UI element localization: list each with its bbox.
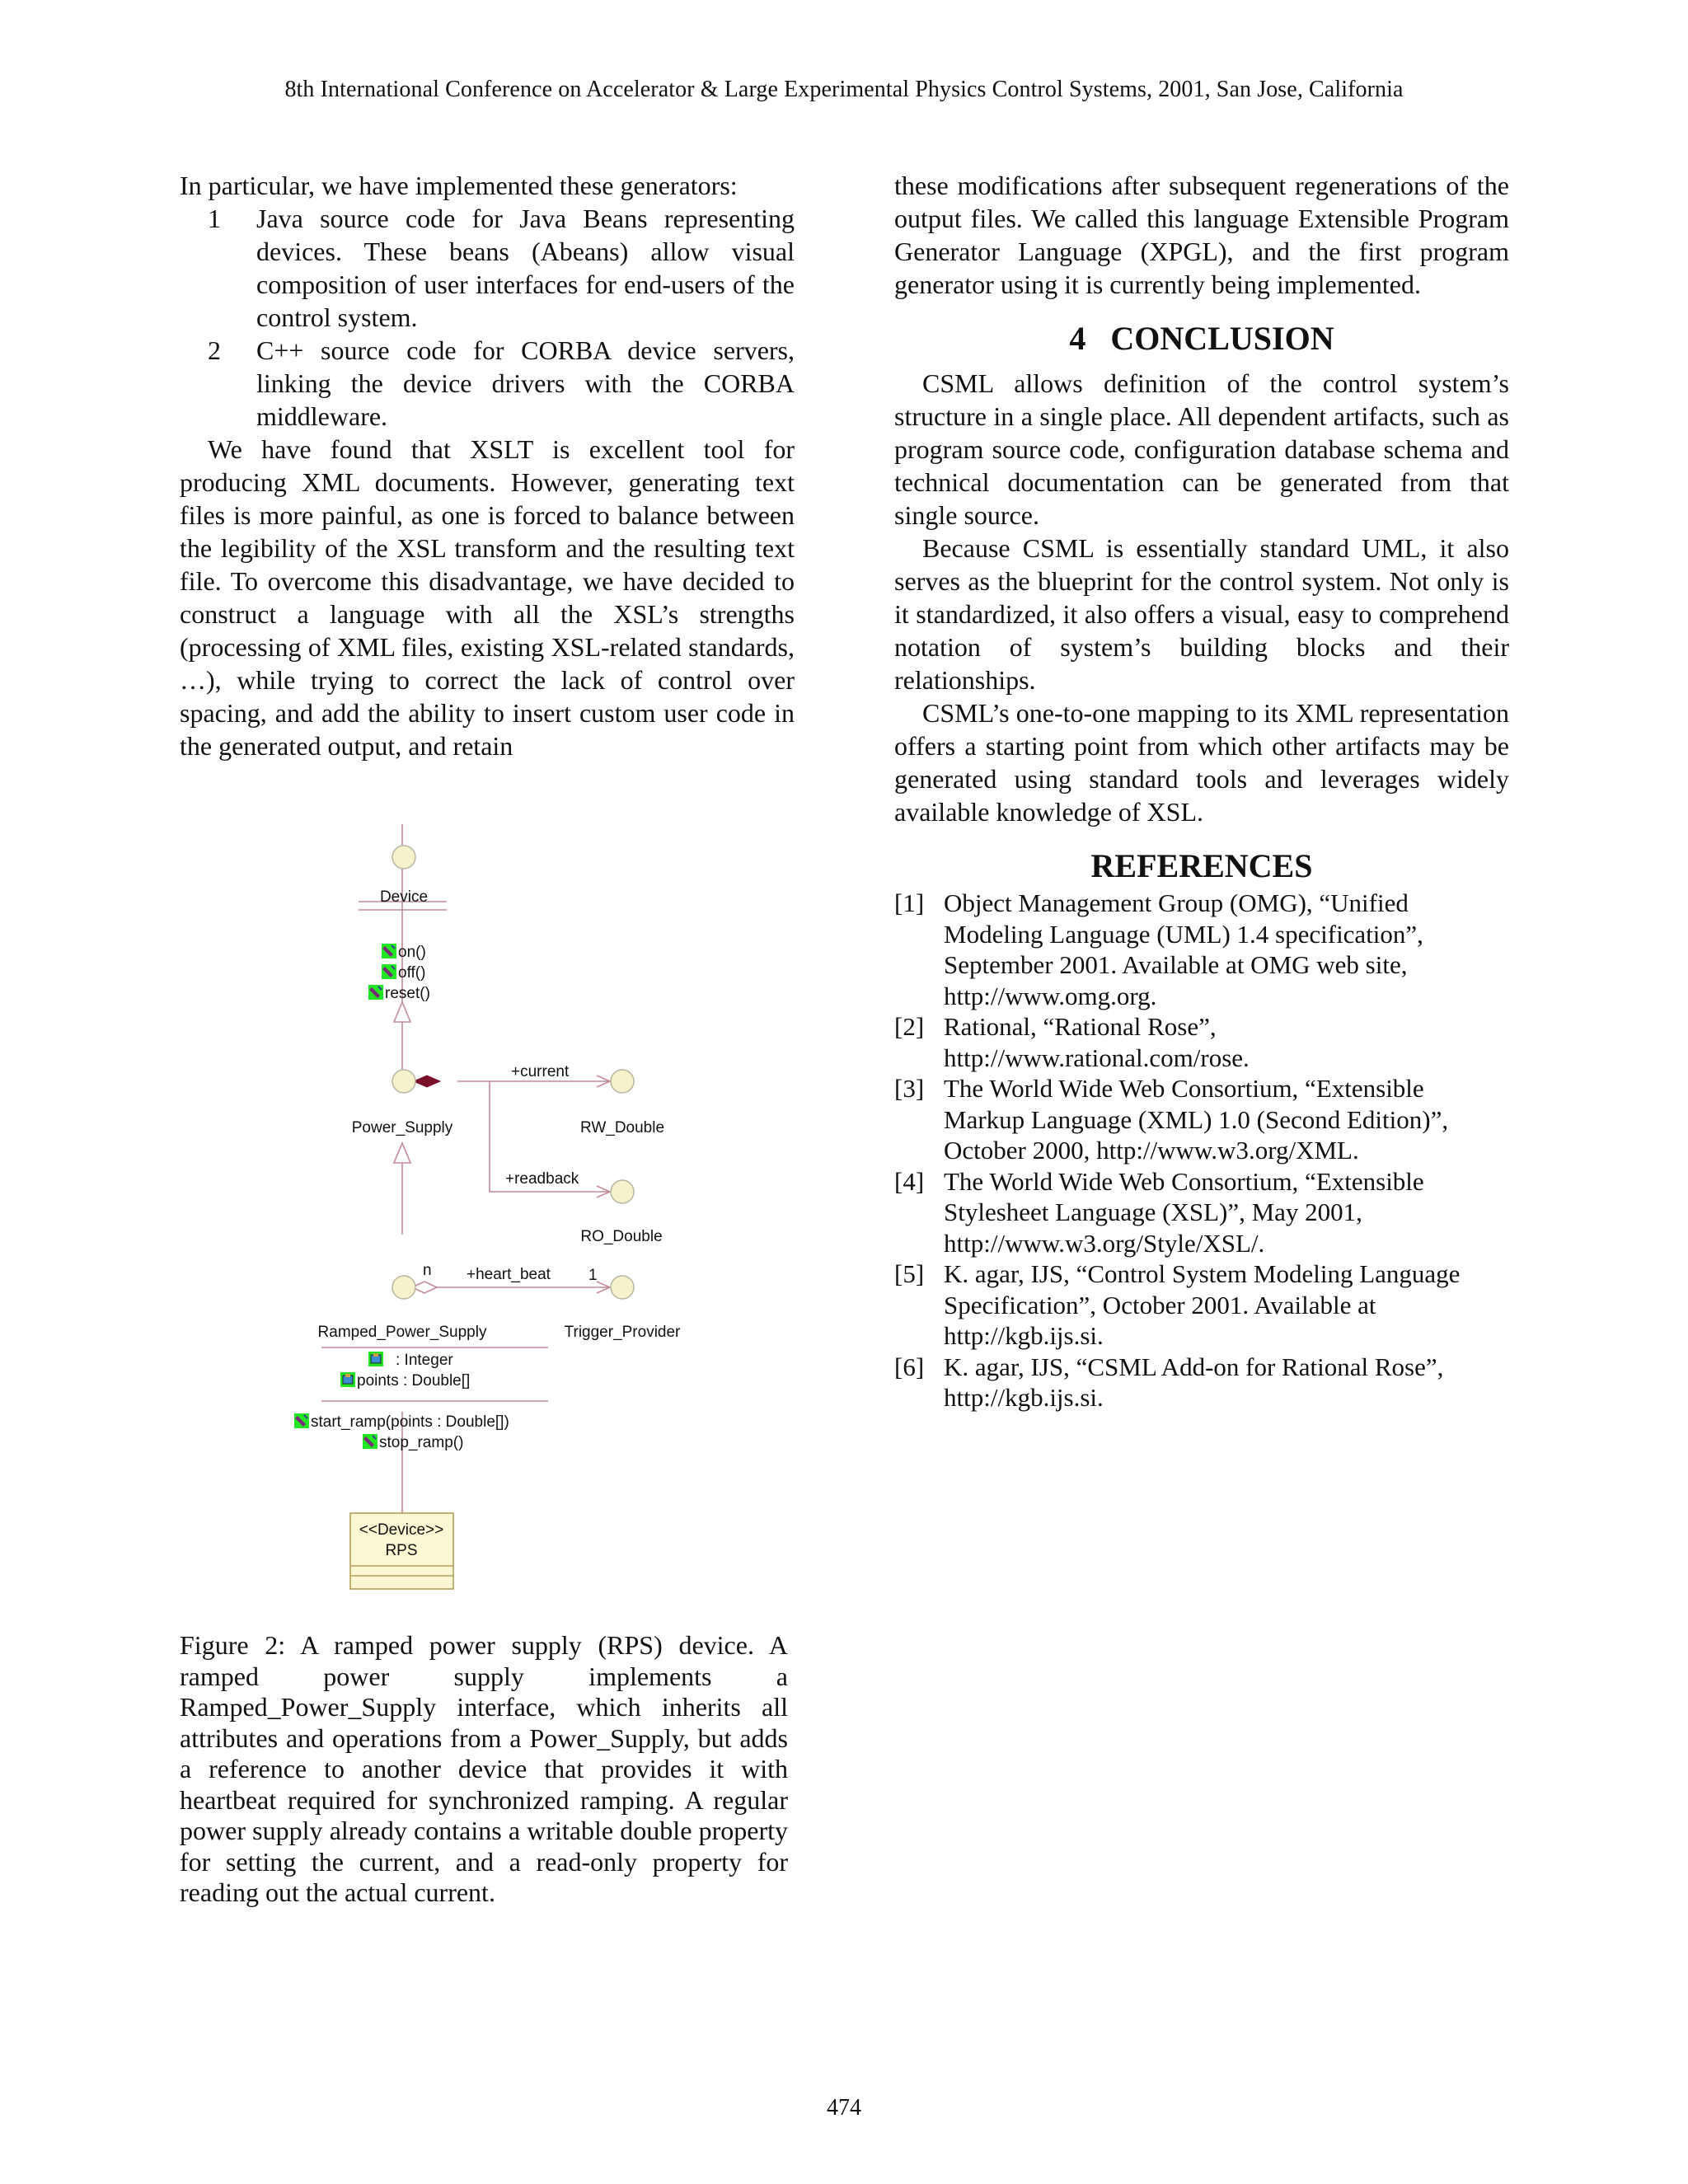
- generalization-arrowhead: [394, 1143, 410, 1163]
- reference-item: [894, 888, 1509, 1011]
- class-box-rps: [350, 1513, 453, 1589]
- device-op: on(): [398, 944, 426, 961]
- page-number: 474: [827, 2095, 861, 2121]
- list-item-text: Java source code for Java Beans representing devices. These beans (Abeans) allow visual composition of user interfaces for end-users of the control system.: [256, 204, 795, 332]
- reference-item: [894, 1011, 1509, 1073]
- reference-number: [1]: [894, 888, 925, 917]
- device-op: off(): [398, 964, 426, 982]
- reference-text: The World Wide Web Consortium, “Extensible Markup Language (XML) 1.0 (Second Edition)”, October 2000, http://www.w3.org/XML.: [944, 1074, 1449, 1165]
- reference-number: [6]: [894, 1352, 925, 1381]
- figure-caption: Figure 2: A ramped power supply (RPS) device. A ramped power supply implements a Ramped_Power_Supply interface, which inherits all attributes and operations from a Power_Supply, but adds a reference to another device that provides it with heartbeat required for synchronized ramping. A regular power supply already contains a writable double property for setting the current, and a read-only property for reading out the actual current.: [180, 1630, 788, 1907]
- section-title: CONCLUSION: [1110, 320, 1334, 357]
- reference-text: The World Wide Web Consortium, “Extensible Stylesheet Language (XSL)”, May 2001, http://www.w3.org/Style/XSL/.: [944, 1166, 1424, 1258]
- interface-circle-ramped-power-supply: [392, 1276, 415, 1299]
- reference-text: K. agar, IJS, “CSML Add-on for Rational Rose”, http://kgb.ijs.si.: [944, 1352, 1444, 1412]
- section-heading: [894, 322, 1509, 355]
- association-lines: [321, 824, 610, 1513]
- list-item-number: 2: [208, 335, 221, 365]
- references-heading: REFERENCES: [1090, 847, 1313, 884]
- body-paragraph: We have found that XSLT is excellent tool for producing XML documents. However, generating text files is more painful, as one is forced to balance between the legibility of the XSL transform and the resulting text file. To overcome this disadvantage, we have decided to construct a language with all the XSL’s strengths (processing of XML files, existing XSL-related standards, …), while trying to correct the lack of control over spacing, and add the ability to insert custom user code in the generated output, and retain: [180, 434, 795, 761]
- uml-figure: [272, 824, 734, 1615]
- interface-label-ramped-power-supply: Ramped_Power_Supply: [317, 1324, 487, 1341]
- body-paragraph: CSML’s one-to-one mapping to its XML representation offers a starting point from which other artifacts may be generated using standard tools and leverages widely available knowledge of XSL.: [894, 698, 1509, 827]
- arrowheads: [394, 1002, 610, 1293]
- right-column: [894, 169, 1509, 1413]
- list-item-text: C++ source code for CORBA device servers, linking the device drivers with the CORBA middleware.: [256, 335, 795, 431]
- ramped-attr: points : Double[]: [357, 1372, 471, 1390]
- section-number: 4: [1069, 320, 1086, 357]
- interface-label-ro-double: RO_Double: [580, 1228, 663, 1245]
- class-stereotype: <<Device>>: [359, 1521, 444, 1539]
- reference-number: [2]: [894, 1012, 925, 1041]
- reference-number: [3]: [894, 1074, 925, 1103]
- running-header: 8th International Conference on Accelerator & Large Experimental Physics Control Systems, 2001, San Jose, California: [284, 77, 1404, 102]
- class-name: RPS: [385, 1542, 418, 1559]
- interface-label-rw-double: RW_Double: [579, 1119, 665, 1137]
- operation-icon: [382, 944, 396, 958]
- reference-number: [4]: [894, 1166, 925, 1196]
- interface-circle-power-supply: [392, 1070, 415, 1093]
- body-paragraph: CSML allows definition of the control system’s structure in a single place. All dependent artifacts, such as program source code, configuration database schema and technical documentation can be generated from that single source.: [894, 368, 1509, 530]
- reference-text: K. agar, IJS, “Control System Modeling Language Specification”, October 2001. Available at http://kgb.ijs.si.: [944, 1259, 1461, 1350]
- reference-item: [894, 1166, 1509, 1259]
- generalization-arrowhead: [394, 1002, 410, 1022]
- attribute-icon: [368, 1352, 383, 1366]
- operation-icon: [368, 985, 383, 1000]
- interface-circle-trigger-provider: [611, 1276, 634, 1299]
- ramped-attr: : Integer: [396, 1352, 453, 1369]
- reference-text: Object Management Group (OMG), “Unified Modeling Language (UML) 1.4 specification”, September 2001. Available at OMG web site, http://www.omg.org.: [944, 888, 1423, 1010]
- interface-circle-ro-double: [611, 1180, 634, 1203]
- role-label-current: +current: [511, 1063, 570, 1080]
- generators-list: [180, 202, 795, 433]
- left-column: [180, 169, 795, 762]
- interface-label-trigger-provider: Trigger_Provider: [564, 1324, 681, 1341]
- interface-label-device: Device: [379, 888, 429, 906]
- multiplicity-n: n: [423, 1262, 432, 1279]
- device-op: reset(): [385, 985, 430, 1002]
- operation-icon: [363, 1434, 377, 1449]
- generators-intro: In particular, we have implemented these generators:: [180, 171, 738, 200]
- reference-item: [894, 1073, 1509, 1166]
- interface-circle-device: [392, 846, 415, 869]
- operation-icon: [382, 964, 396, 979]
- operation-icon: [294, 1413, 309, 1428]
- multiplicity-1: 1: [588, 1267, 598, 1284]
- body-paragraph: Because CSML is essentially standard UML, it also serves as the blueprint for the control system. Not only is it standardized, it also offers a visual, easy to comprehend notation of system’s building blocks and their relationships.: [894, 533, 1509, 695]
- reference-item: [894, 1258, 1509, 1352]
- reference-text: Rational, “Rational Rose”, http://www.rational.com/rose.: [944, 1012, 1250, 1072]
- uml-diagram: [272, 824, 734, 1615]
- list-item-number: 1: [208, 204, 221, 233]
- role-label-readback: +readback: [505, 1170, 579, 1188]
- reference-item: [894, 1352, 1509, 1413]
- ramped-op: start_ramp(points : Double[]): [311, 1413, 509, 1431]
- interface-label-power-supply: Power_Supply: [351, 1119, 453, 1137]
- reference-number: [5]: [894, 1259, 925, 1288]
- list-item: [180, 334, 795, 433]
- body-paragraph: these modifications after subsequent regenerations of the output files. We called this language Extensible Program Generator Language (XPGL), and the first program generator using it is currently being implemented.: [894, 171, 1509, 299]
- role-label-heart-beat: +heart_beat: [467, 1266, 551, 1283]
- attribute-icon: [340, 1372, 355, 1387]
- list-item: [180, 202, 795, 334]
- ramped-op: stop_ramp(): [379, 1434, 464, 1451]
- composition-diamond: [414, 1076, 440, 1087]
- interface-circle-rw-double: [611, 1070, 634, 1093]
- reference-list: [894, 888, 1509, 1413]
